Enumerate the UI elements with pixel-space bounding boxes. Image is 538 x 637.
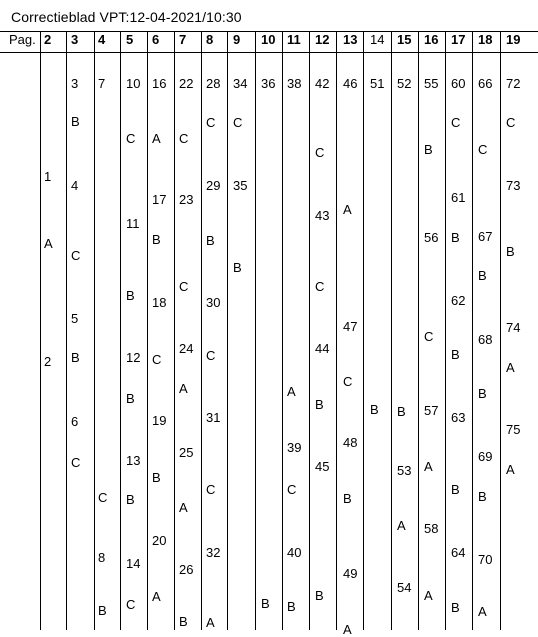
column-divider bbox=[282, 31, 283, 630]
column-divider bbox=[40, 31, 41, 630]
column-divider bbox=[472, 31, 473, 630]
page-number-header: 6 bbox=[152, 32, 160, 47]
answer-letter: B bbox=[478, 489, 487, 504]
answer-letter: A bbox=[506, 462, 515, 477]
question-number: 68 bbox=[478, 332, 493, 347]
question-number: 60 bbox=[451, 76, 466, 91]
question-number: 28 bbox=[206, 76, 221, 91]
column-divider bbox=[94, 31, 95, 630]
page-number-header: 19 bbox=[506, 32, 521, 47]
question-number: 58 bbox=[424, 521, 439, 536]
page-number-header: 13 bbox=[343, 32, 358, 47]
question-number: 75 bbox=[506, 422, 521, 437]
question-number: 8 bbox=[98, 550, 106, 565]
answer-letter: B bbox=[233, 260, 242, 275]
question-number: 43 bbox=[315, 208, 330, 223]
question-number: 54 bbox=[397, 580, 412, 595]
page-number-header: 9 bbox=[233, 32, 241, 47]
answer-letter: C bbox=[152, 352, 162, 367]
question-number: 48 bbox=[343, 435, 358, 450]
answer-letter: C bbox=[451, 115, 461, 130]
question-number: 40 bbox=[287, 545, 302, 560]
page-number-header: 17 bbox=[451, 32, 466, 47]
answer-letter: C bbox=[179, 279, 189, 294]
question-number: 11 bbox=[126, 216, 140, 231]
answer-letter: C bbox=[506, 115, 516, 130]
question-number: 53 bbox=[397, 463, 412, 478]
question-number: 5 bbox=[71, 311, 79, 326]
answer-letter: A bbox=[343, 622, 352, 637]
question-number: 19 bbox=[152, 413, 167, 428]
question-number: 20 bbox=[152, 533, 167, 548]
answer-letter: C bbox=[233, 115, 243, 130]
question-number: 3 bbox=[71, 76, 79, 91]
answer-letter: C bbox=[343, 374, 353, 389]
answer-letter: B bbox=[478, 268, 487, 283]
question-number: 72 bbox=[506, 76, 521, 91]
question-number: 1 bbox=[44, 169, 52, 184]
answer-letter: B bbox=[315, 397, 324, 412]
question-number: 24 bbox=[179, 341, 194, 356]
answer-letter: C bbox=[126, 131, 136, 146]
page-number-header: 2 bbox=[44, 32, 52, 47]
page-title: Correctieblad VPT:12-04-2021/10:30 bbox=[11, 9, 242, 25]
question-number: 26 bbox=[179, 562, 194, 577]
answer-letter: A bbox=[343, 202, 352, 217]
page-number-header: 14 bbox=[370, 32, 385, 47]
column-divider bbox=[336, 31, 337, 630]
answer-letter: C bbox=[126, 597, 136, 612]
question-number: 61 bbox=[451, 190, 466, 205]
question-number: 73 bbox=[506, 178, 521, 193]
column-divider bbox=[309, 31, 310, 630]
page-number-header: 8 bbox=[206, 32, 214, 47]
page-number-header: 18 bbox=[478, 32, 493, 47]
question-number: 30 bbox=[206, 295, 221, 310]
page-number-header: 10 bbox=[261, 32, 276, 47]
question-number: 18 bbox=[152, 295, 167, 310]
answer-letter: B bbox=[261, 596, 270, 611]
answer-letter: A bbox=[179, 381, 188, 396]
page-number-header: 15 bbox=[397, 32, 412, 47]
question-number: 35 bbox=[233, 178, 248, 193]
column-divider bbox=[147, 31, 148, 630]
question-number: 39 bbox=[287, 440, 302, 455]
answer-letter: A bbox=[152, 589, 161, 604]
question-number: 42 bbox=[315, 76, 330, 91]
answer-letter: B bbox=[98, 603, 107, 618]
answer-letter: B bbox=[126, 288, 135, 303]
answer-letter: B bbox=[152, 470, 161, 485]
answer-letter: B bbox=[287, 599, 296, 614]
column-divider bbox=[201, 31, 202, 630]
answer-letter: B bbox=[71, 350, 80, 365]
answer-letter: C bbox=[315, 145, 325, 160]
answer-letter: B bbox=[478, 386, 487, 401]
question-number: 56 bbox=[424, 230, 439, 245]
answer-letter: B bbox=[206, 233, 215, 248]
answer-letter: B bbox=[451, 600, 460, 615]
answer-letter: B bbox=[315, 588, 324, 603]
question-number: 12 bbox=[126, 350, 141, 365]
question-number: 4 bbox=[71, 178, 79, 193]
answer-letter: A bbox=[206, 615, 215, 630]
question-number: 55 bbox=[424, 76, 439, 91]
question-number: 23 bbox=[179, 192, 194, 207]
answer-letter: A bbox=[397, 518, 406, 533]
answer-letter: B bbox=[424, 142, 433, 157]
question-number: 66 bbox=[478, 76, 493, 91]
column-divider bbox=[66, 31, 67, 630]
question-number: 6 bbox=[71, 414, 79, 429]
question-number: 22 bbox=[179, 76, 194, 91]
column-divider bbox=[120, 31, 121, 630]
page-number-header: 3 bbox=[71, 32, 79, 47]
column-divider bbox=[418, 31, 419, 630]
question-number: 52 bbox=[397, 76, 412, 91]
answer-letter: A bbox=[506, 360, 515, 375]
answer-letter: B bbox=[397, 404, 406, 419]
answer-letter: C bbox=[478, 142, 488, 157]
question-number: 13 bbox=[126, 453, 141, 468]
answer-letter: B bbox=[370, 402, 379, 417]
question-number: 49 bbox=[343, 566, 358, 581]
header-bottom-rule bbox=[0, 52, 538, 53]
answer-letter: C bbox=[71, 248, 81, 263]
answer-letter: C bbox=[424, 329, 434, 344]
column-divider bbox=[255, 31, 256, 630]
question-number: 64 bbox=[451, 545, 466, 560]
question-number: 25 bbox=[179, 445, 194, 460]
question-number: 46 bbox=[343, 76, 358, 91]
column-divider bbox=[391, 31, 392, 630]
page-label-header: Pag. bbox=[9, 32, 36, 47]
question-number: 10 bbox=[126, 76, 141, 91]
answer-letter: C bbox=[206, 115, 216, 130]
answer-letter: B bbox=[152, 232, 161, 247]
answer-letter: C bbox=[315, 279, 325, 294]
answer-letter: C bbox=[206, 482, 216, 497]
question-number: 31 bbox=[206, 410, 221, 425]
question-number: 2 bbox=[44, 354, 52, 369]
answer-letter: A bbox=[152, 131, 161, 146]
question-number: 32 bbox=[206, 545, 221, 560]
page-number-header: 12 bbox=[315, 32, 330, 47]
column-divider bbox=[363, 31, 364, 630]
question-number: 63 bbox=[451, 410, 466, 425]
answer-letter: B bbox=[126, 391, 135, 406]
answer-letter: B bbox=[451, 230, 460, 245]
page-number-header: 4 bbox=[98, 32, 106, 47]
question-number: 14 bbox=[126, 556, 141, 571]
question-number: 45 bbox=[315, 459, 330, 474]
column-divider bbox=[445, 31, 446, 630]
answer-letter: B bbox=[506, 244, 515, 259]
question-number: 70 bbox=[478, 552, 493, 567]
answer-letter: A bbox=[179, 500, 188, 515]
question-number: 38 bbox=[287, 76, 302, 91]
question-number: 47 bbox=[343, 319, 358, 334]
question-number: 62 bbox=[451, 293, 466, 308]
question-number: 44 bbox=[315, 341, 330, 356]
answer-letter: A bbox=[424, 459, 433, 474]
answer-letter: A bbox=[478, 604, 487, 619]
answer-letter: B bbox=[126, 492, 135, 507]
question-number: 17 bbox=[152, 192, 167, 207]
column-divider bbox=[227, 31, 228, 630]
answer-letter: C bbox=[98, 490, 108, 505]
column-divider bbox=[174, 31, 175, 630]
answer-letter: B bbox=[343, 491, 352, 506]
column-divider bbox=[500, 31, 501, 630]
question-number: 51 bbox=[370, 76, 385, 91]
question-number: 34 bbox=[233, 76, 248, 91]
question-number: 69 bbox=[478, 449, 493, 464]
question-number: 67 bbox=[478, 229, 493, 244]
question-number: 57 bbox=[424, 403, 439, 418]
answer-letter: B bbox=[71, 114, 80, 129]
answer-letter: C bbox=[71, 455, 81, 470]
page-number-header: 7 bbox=[179, 32, 187, 47]
answer-letter: B bbox=[451, 347, 460, 362]
page-number-header: 16 bbox=[424, 32, 439, 47]
answer-letter: A bbox=[287, 384, 296, 399]
question-number: 29 bbox=[206, 178, 221, 193]
question-number: 16 bbox=[152, 76, 167, 91]
answer-letter: A bbox=[424, 588, 433, 603]
question-number: 7 bbox=[98, 76, 106, 91]
question-number: 74 bbox=[506, 320, 521, 335]
page-number-header: 5 bbox=[126, 32, 134, 47]
answer-letter: B bbox=[451, 482, 460, 497]
answer-letter: C bbox=[179, 131, 189, 146]
question-number: 36 bbox=[261, 76, 276, 91]
answer-letter: C bbox=[206, 348, 216, 363]
answer-letter: B bbox=[179, 614, 188, 629]
answer-letter: A bbox=[44, 236, 53, 251]
answer-letter: C bbox=[287, 482, 297, 497]
page-number-header: 11 bbox=[287, 32, 301, 47]
